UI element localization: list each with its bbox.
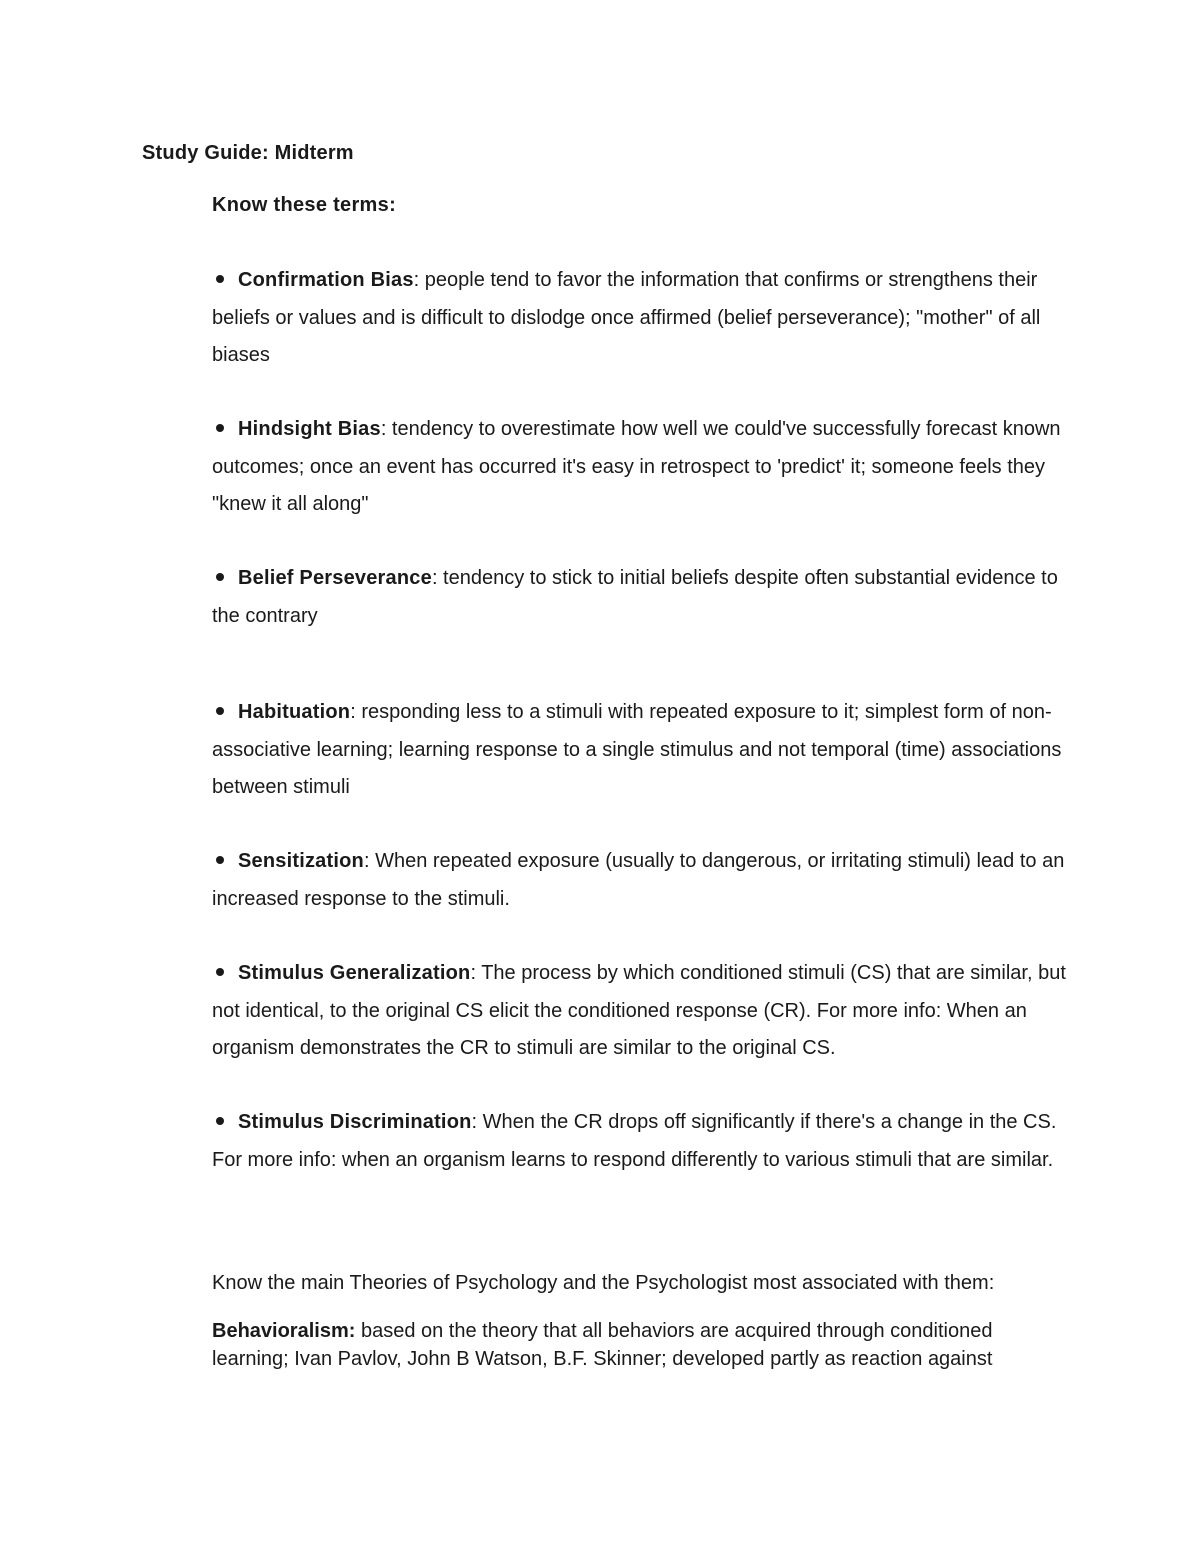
bullet-icon — [216, 573, 224, 581]
term-definition: : tendency to overestimate how well we could've successfully forecast known outcomes; once an event has occurred it's easy in retrospect to 'predict' it; someone feels they "knew it all along" — [212, 418, 1061, 515]
document-title: Study Guide: Midterm — [142, 142, 354, 164]
term-name: Belief Perseverance — [238, 567, 432, 589]
term-name: Stimulus Generalization — [238, 962, 471, 984]
theory-name: Behavioralism: — [212, 1320, 356, 1342]
bullet-icon — [216, 707, 224, 715]
term-name: Hindsight Bias — [238, 418, 381, 440]
theory-definition: based on the theory that all behaviors are acquired through conditioned learning; Ivan Pavlov, John B Watson, B.F. Skinner; developed partly as reaction against — [212, 1320, 993, 1370]
term-stimulus-generalization — [212, 955, 1072, 1068]
term-name: Habituation — [238, 701, 351, 723]
term-definition: : tendency to stick to initial beliefs despite often substantial evidence to the contrary — [212, 567, 1058, 627]
section-heading: Know these terms: — [212, 194, 397, 216]
term-sensitization — [212, 843, 1072, 918]
term-habituation — [212, 694, 1072, 807]
term-definition: : When repeated exposure (usually to dangerous, or irritating stimuli) lead to an increased response to the stimuli. — [212, 850, 1065, 910]
term-name: Sensitization — [238, 850, 364, 872]
bullet-icon — [216, 856, 224, 864]
term-hindsight-bias — [212, 411, 1072, 524]
term-definition: : When the CR drops off significantly if there's a change in the CS. For more info: when an organism learns to respond differently to various stimuli that are similar. — [212, 1111, 1057, 1171]
theories-intro: Know the main Theories of Psychology and the Psychologist most associated with them: — [212, 1272, 995, 1294]
term-name: Confirmation Bias — [238, 269, 414, 291]
term-name: Stimulus Discrimination — [238, 1111, 472, 1133]
term-definition: : The process by which conditioned stimuli (CS) that are similar, but not identical, to the original CS elicit the conditioned response (CR). For more info: When an organism demonstrates the CR to stimuli are similar to the original CS. — [212, 962, 1066, 1059]
term-belief-perseverance — [212, 560, 1072, 635]
term-stimulus-discrimination — [212, 1104, 1072, 1179]
term-confirmation-bias — [212, 262, 1072, 375]
bullet-icon — [216, 1117, 224, 1125]
bullet-icon — [216, 424, 224, 432]
term-definition: : responding less to a stimuli with repeated exposure to it; simplest form of non-associative learning; learning response to a single stimulus and not temporal (time) associations between stimuli — [212, 701, 1062, 798]
bullet-icon — [216, 968, 224, 976]
term-definition: : people tend to favor the information that confirms or strengthens their beliefs or values and is difficult to dislodge once affirmed (belief perseverance); "mother" of all biases — [212, 269, 1041, 366]
bullet-icon — [216, 275, 224, 283]
theory-behavioralism — [212, 1317, 1072, 1373]
